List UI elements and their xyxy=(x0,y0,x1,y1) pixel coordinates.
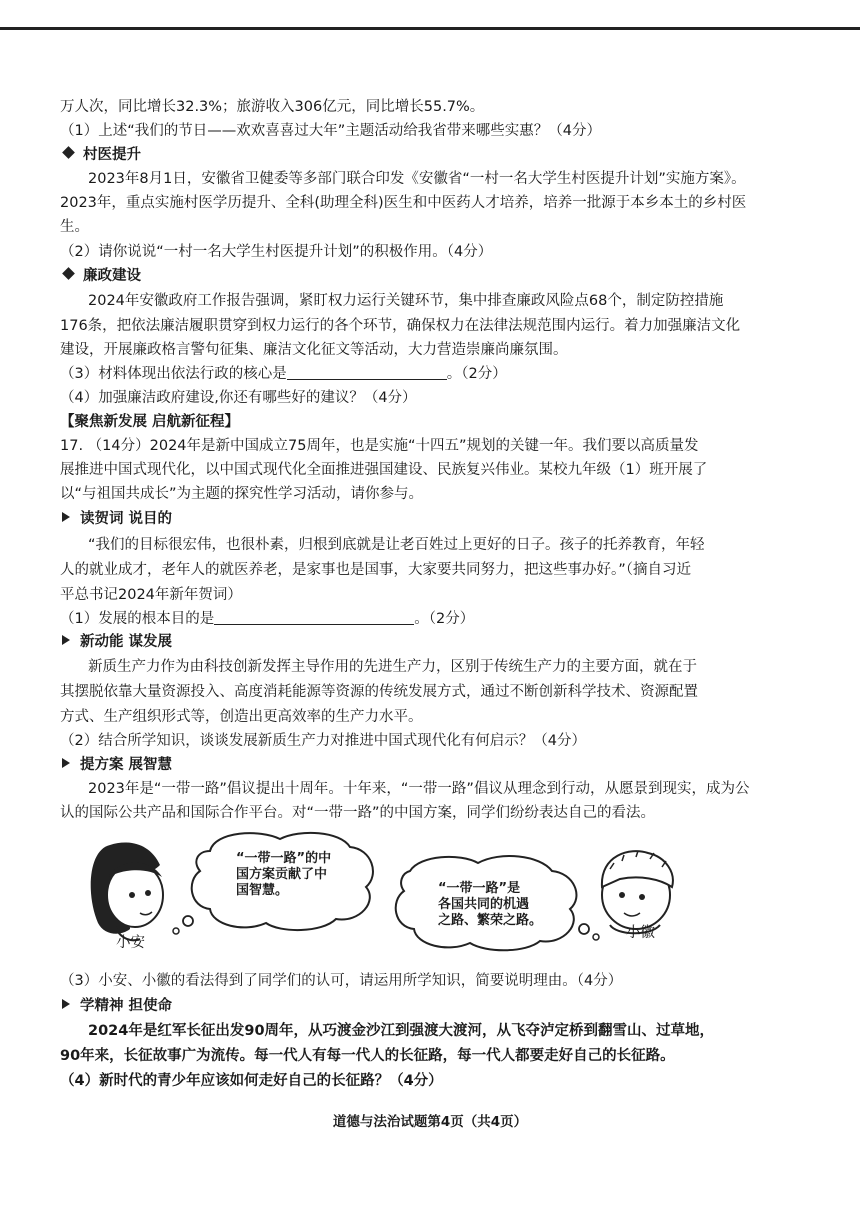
question-2: （2）请你说说“一村一名大学生村医提升计划”的积极作用。（4分） xyxy=(60,244,493,260)
section-title: 提方案 展智慧 xyxy=(80,757,173,773)
section-title: 学精神 担使命 xyxy=(80,998,173,1014)
text-line: 其摆脱依靠大量资源投入、高度消耗能源等资源的传统发展方式，通过不断创新科学技术、资源配置 xyxy=(60,684,698,700)
text-line: 万人次，同比增长32.3%；旅游收入306亿元，同比增长55.7%。 xyxy=(60,99,485,115)
text-line: 90年来，长征故事广为流传。每一代人有每一代人的长征路，每一代人都要走好自己的长征路。 xyxy=(60,1048,675,1064)
text-line: 2024年是红军长征出发90周年，从巧渡金沙江到强渡大渡河，从飞夺泸定桥到翻雪山、过草地， xyxy=(88,1023,715,1039)
text-line: 2023年8月1日，安徽省卫健委等多部门联合印发《安徽省“一村一名大学生村医提升计划”实施方案》。 xyxy=(88,171,746,187)
speech-right-line: 之路、繁荣之路。 xyxy=(438,913,543,928)
speech-right-line: 各国共同的机遇 xyxy=(438,897,530,912)
text-line: 生。 xyxy=(60,219,89,235)
triangle-bullet-icon xyxy=(62,512,70,522)
speech-left-line: 国方案贡献了中 xyxy=(236,867,328,882)
triangle-bullet-icon xyxy=(62,635,70,645)
text-line: “我们的目标很宏伟，也很朴素，归根到底就是让老百姓过上更好的日子。孩子的托养教育，年轻 xyxy=(88,537,705,553)
illustration xyxy=(0,825,860,965)
text-line: 展推进中国式现代化，以中国式现代化全面推进强国建设、民族复兴伟业。某校九年级（1）班开展了 xyxy=(60,462,708,478)
section-heading xyxy=(62,510,172,528)
section-heading xyxy=(62,997,172,1015)
section-heading xyxy=(62,146,141,164)
diamond-bullet-icon xyxy=(62,146,75,159)
text-line: 17. （14分）2024年是新中国成立75周年，也是实施“十四五”规划的关键一年。我们要以高质量发 xyxy=(60,438,699,454)
section-title: 村医提升 xyxy=(83,147,141,163)
question-score: 。（2分） xyxy=(414,611,475,627)
question-score: 。（2分） xyxy=(446,366,507,382)
text-line: 平总书记2024年新年贺词） xyxy=(60,587,242,603)
girl-figure-icon xyxy=(91,842,163,940)
speech-left-line: “一带一路”的中 xyxy=(236,851,332,866)
question-text: （1）发展的根本目的是 xyxy=(60,611,215,627)
page-footer: 道德与法治试题第4页（共4页） xyxy=(332,1114,528,1130)
question-3 xyxy=(60,365,507,383)
question-2: （2）结合所学知识，谈谈发展新质生产力对推进中国式现代化有何启示？（4分） xyxy=(60,733,586,749)
text-line: 176条，把依法廉洁履职贯穿到权力运行的各个环节，确保权力在法律法规范围内运行。着力加强廉洁文化 xyxy=(60,318,741,334)
text-line: 以“与祖国共成长”为主题的探究性学习活动，请你参与。 xyxy=(60,486,424,502)
top-rule xyxy=(0,27,860,30)
speech-right-line: “一带一路”是 xyxy=(438,881,521,896)
question-text: （3）材料体现出依法行政的核心是 xyxy=(60,366,287,382)
text-line: 方式、生产组织形式等，创造出更高效率的生产力水平。 xyxy=(60,709,423,725)
character-name-left: 小安 xyxy=(116,935,145,951)
text-line: 建设，开展廉政格言警句征集、廉洁文化征文等活动，大力营造崇廉尚廉氛围。 xyxy=(60,342,568,358)
text-line: 2024年安徽政府工作报告强调，紧盯权力运行关键环节，集中排查廉政风险点68个，制定防控措施 xyxy=(88,293,724,309)
section-heading xyxy=(62,267,141,285)
question-3: （3）小安、小徽的看法得到了同学们的认可，请运用所学知识，简要说明理由。（4分） xyxy=(60,973,623,989)
question-1: （1）上述“我们的节日——欢欢喜喜过大年”主题活动给我省带来哪些实惠？（4分） xyxy=(60,123,601,139)
section-heading xyxy=(62,633,172,651)
text-line: 人的就业成才，老年人的就医养老，是家事也是国事，大家要共同努力，把这些事办好。”（摘自习近 xyxy=(60,562,692,578)
question-4: （4）新时代的青少年应该如何走好自己的长征路？（4分） xyxy=(60,1073,443,1089)
text-line: 2023年，重点实施村医学历提升、全科(助理全科)医生和中医药人才培养，培养一批源于本乡本土的乡村医 xyxy=(60,195,747,211)
section-title: 廉政建设 xyxy=(83,268,141,284)
question-1 xyxy=(60,610,474,628)
section-title: 读贺词 说目的 xyxy=(80,511,173,527)
character-name-right: 小徽 xyxy=(626,925,655,941)
answer-blank xyxy=(287,365,447,380)
part-heading: 【聚焦新发展 启航新征程】 xyxy=(60,414,240,430)
text-line: 认的国际公共产品和国际合作平台。对“一带一路”的中国方案，同学们纷纷表达自己的看法。 xyxy=(60,805,656,821)
answer-blank xyxy=(214,610,414,625)
triangle-bullet-icon xyxy=(62,999,70,1009)
speech-left-line: 国智慧。 xyxy=(236,883,289,898)
text-line: 2023年是“一带一路”倡议提出十周年。十年来，“一带一路”倡议从理念到行动，从愿景到现实，成为公 xyxy=(88,781,750,797)
section-title: 新动能 谋发展 xyxy=(80,634,173,650)
text-line: 新质生产力作为由科技创新发挥主导作用的先进生产力，区别于传统生产力的主要方面，就在于 xyxy=(88,659,697,675)
triangle-bullet-icon xyxy=(62,758,70,768)
question-4: （4）加强廉洁政府建设,你还有哪些好的建议？（4分） xyxy=(60,390,417,406)
diamond-bullet-icon xyxy=(62,267,75,280)
section-heading xyxy=(62,756,172,774)
